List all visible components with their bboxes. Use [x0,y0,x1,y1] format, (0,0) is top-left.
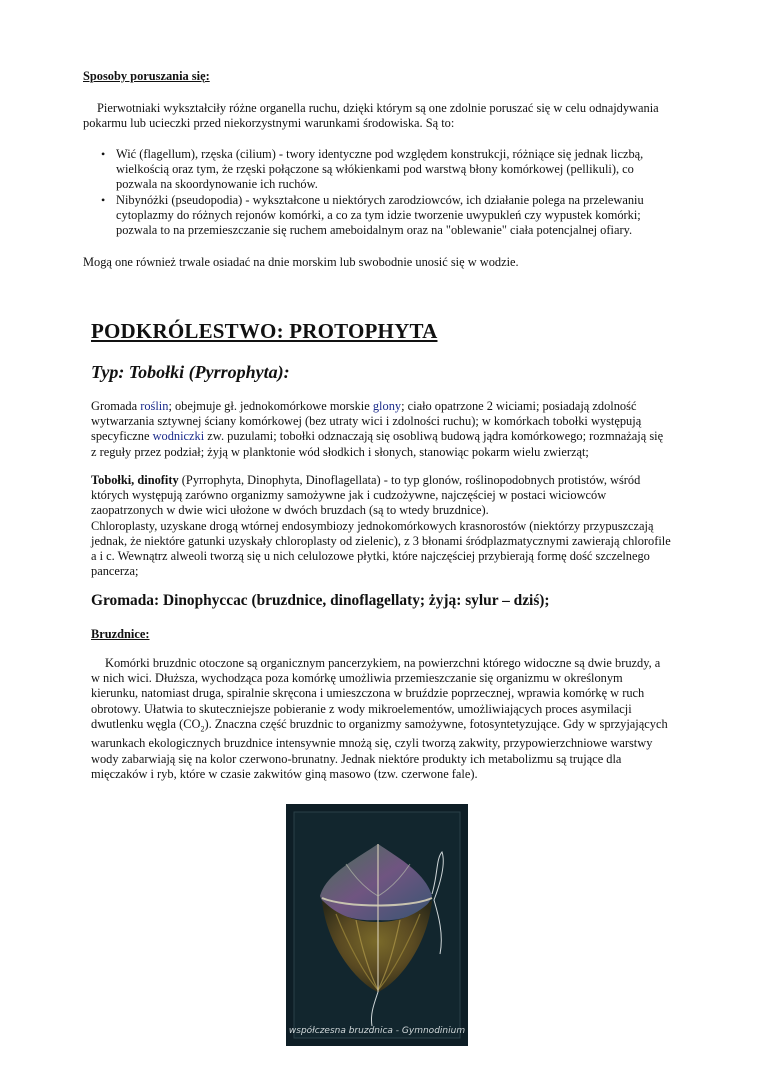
section-title-bruzdnice: Bruzdnice: [91,627,150,641]
paragraph-outro: Mogą one również trwale osiadać na dnie morskim lub swobodnie unosić się w wodzie. [83,255,519,269]
link-wodniczki[interactable]: wodniczki [152,429,205,444]
bullet-icon: • [101,147,106,161]
link-glony[interactable]: glony [372,399,402,413]
heading-protophyta: PODKRÓLESTWO: PROTOPHYTA [91,319,438,343]
paragraph-intro: Pierwotniaki wykształciły różne organella ruchu, dzięki którym są one zdolnie poruszać się w celu odnajdywania pokarmu lub ucieczki przed niekorzystnymi warunkami środowiska. Są to: [83,101,659,131]
heading-dinophyccac: Gromada: Dinophyccac (bruzdnice, dinoflagellaty; żyją: sylur – dziś); [91,592,550,609]
paragraph-gromada: Gromada roślin; obejmuje gł. jednokomórkowe morskie glony; ciało opatrzone 2 wiciami; posiadają zdolność wytwarzania sztywnej ściany komórkowej (bez utraty wici i zdolności ruchu); w komórkach tobołki występują specyficzne wodniczki zw. puzulami; tobołki odznaczają się osobliwą budową jądra komórkowego; rozmnażają się z reguły przez podział; żyją w planktonie wód słodkich i słonych, stanowiąc pokarm wielu zwierząt; [91,399,664,459]
paragraph-bruzdnice: Komórki bruzdnic otoczone są organicznym pancerzykiem, na powierzchni którego widoczne są dwie bruzdy, a w nich wici. Dłuższa, wychodząca poza komórkę umożliwia przemieszczanie się organizmu w określonym kierunku, natomiast druga, spiralnie skręcona i umieszczona w bruździe poprzecznej, wprawia komórkę w ruch obrotowy. Ułatwia to skuteczniejsze pobieranie z wody mikroelementów, umożliwiających proces asymilacji dwutlenku węgla $(CO_2)$. Znaczna część bruzdnic to organizmy samożywne, fotosyntetyzujące. Gdy w sprzyjających warunkach ekologicznych bruzdnice intensywnie mnożą się, czyli tworzą zakwity, przypowierzchniowe warstwy wody zabarwiają się na kolor czerwono-brunatny. Jednak niektóre produkty ich metabolizmu są trujące dla mięczaków i ryb, które w czasie zakwitów giną masowo (tzw. czerwone fale). [91,656,668,781]
list-item: • Wić (flagellum), rzęska (cilium) - twory identyczne pod względem konstrukcji, różniące się jednak liczbą, wielkością oraz tym, że rzęski połączone są włókienkami pod warstwą błony komórkowej (pellikuli), co pozwala na skoordynowanie ich ruchów. [101,147,644,192]
organelle-list [101,147,671,238]
dinoflagellate-drawing [286,804,468,1046]
heading-pyrrophyta: Typ: Tobołki (Pyrrophyta): [91,362,290,382]
list-item: • Nibynóżki (pseudopodia) - wykształcone u niektórych zarodziowców, ich działanie polega na przelewaniu cytoplazmy do różnych rejonów komórki, a co za tym idzie tworzenie uwypukleń czy wypustek komórki; pozwala to na przemieszczanie się ruchem ameboidalnym oraz na "oblewanie" ciała potencjalnej ofiary. [101,192,644,238]
link-roslin[interactable]: roślin [140,399,169,413]
bullet-icon: • [101,192,106,207]
section-title-movement: Sposoby poruszania się: [83,69,210,83]
paragraph-tobolki: Tobołki, dinofity (Pyrrophyta, Dinophyta, Dinoflagellata) - to typ glonów, roślinopodobnych protistów, wśród których występują zarówno organizmy samożywne jak i cudzożywne, najczęściej w postaci wiciowców zaopatrzonych w dwie wici ułożone w dwóch bruzdach (są to wtedy bruzdnice). Chloroplasty, uzyskane drogą wtórnej endosymbiozy jednokomórkowych krasnorostów (niektórzy przypuszczają jednak, że niektóre gatunki uzyskały chloroplasty od zielenic), z 3 błonami śródplazmatycznymi zawierają chlorofile a i c. Wewnątrz alweoli tworzą się u nich celulozowe płytki, które najczęściej przybierają formę dość szczelnego pancerza; [91,473,671,579]
figure-caption: współczesna bruzdnica - Gymnodinium [288,1026,466,1036]
gymnodinium-illustration [286,804,468,1046]
